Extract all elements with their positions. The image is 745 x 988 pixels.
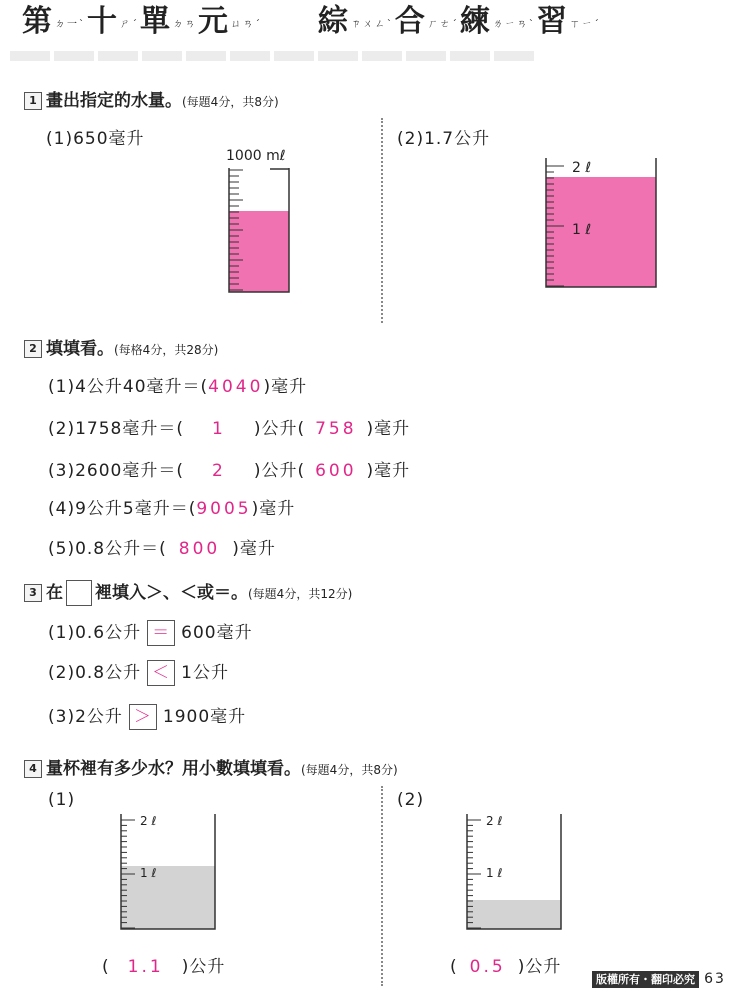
footer [592,968,726,987]
q3-line-2: (2)0.8公升 ＜ 1公升 [48,658,229,686]
answer: 600 [315,461,357,481]
q4-a-beaker [120,814,216,930]
copyright-badge: 版權所有・翻印必究 [592,971,699,988]
q2-line-2: (2)1758毫升＝( 1 )公升( 758 )毫升 [48,419,411,439]
answer-sign: ＝ [147,620,175,646]
q4-b-answer: ( 0.5 )公升 [450,957,562,977]
q1-heading: 1 畫出指定的水量。(每題4分，共8分) [24,86,279,111]
blank-box [66,580,92,606]
q4-b-mark-top: 2 ℓ [486,814,503,828]
q2-heading: 2 填填看。(每格4分，共28分) [24,334,218,359]
answer: 9005 [196,499,252,519]
q1-a-beaker [228,168,290,293]
q4-a-mark-mid: 1 ℓ [140,866,157,880]
q1-a-mark: 1000 mℓ [226,148,286,164]
q2-line-5: (5)0.8公升＝( 800 )毫升 [48,539,276,559]
q4-a-label: (1) [48,790,76,810]
answer-sign: ＜ [147,660,175,686]
answer: 758 [315,419,357,439]
header-decoration [10,46,565,56]
divider [381,118,383,323]
q1-b-water [546,177,656,287]
answer: 800 [178,539,221,559]
answer: 1.1 [127,957,164,977]
q2-line-3: (3)2600毫升＝( 2 )公升( 600 )毫升 [48,461,411,481]
q1-a-water [229,211,289,292]
answer: 4040 [208,377,264,397]
q4-b-label: (2) [397,790,425,810]
q4-heading: 4 量杯裡有多少水？用小數填填看。(每題4分，共8分) [24,754,398,779]
q3-heading: 3 在 裡填入＞、＜或＝。(每題4分，共12分) [24,578,352,606]
q4-a-answer: ( 1.1 )公升 [102,957,226,977]
answer-sign: ＞ [129,704,157,730]
q4-b-mark-mid: 1 ℓ [486,866,503,880]
q1-b-label: (2)1.7公升 [397,129,491,149]
q4-a-mark-top: 2 ℓ [140,814,157,828]
q2-line-1: (1)4公升40毫升＝(4040)毫升 [48,377,308,397]
answer: 1 [211,419,226,439]
page-number: 63 [704,971,726,987]
q4-a-water [121,866,215,929]
q1-b-beaker [545,158,657,288]
q4-b-water [467,900,561,929]
q4-b-beaker [466,814,562,930]
q2-line-4: (4)9公升5毫升＝(9005)毫升 [48,499,296,519]
answer: 0.5 [469,957,506,977]
q3-line-1: (1)0.6公升 ＝ 600毫升 [48,618,253,646]
divider [381,786,383,986]
q3-line-3: (3)2公升 ＞ 1900毫升 [48,702,246,730]
page-title: 第ㄉ一ˋ十ㄕˊ單ㄉㄢ元ㄩㄢˊ 綜ㄗㄨㄥˋ合ㄏㄜˊ練ㄌㄧㄢˋ習ㄒㄧˊ [22,4,601,39]
q1-b-mark-top: 2 ℓ [572,160,592,176]
answer: 2 [211,461,226,481]
q1-a-label: (1)650毫升 [46,129,145,149]
q1-b-mark-mid: 1 ℓ [572,222,592,238]
